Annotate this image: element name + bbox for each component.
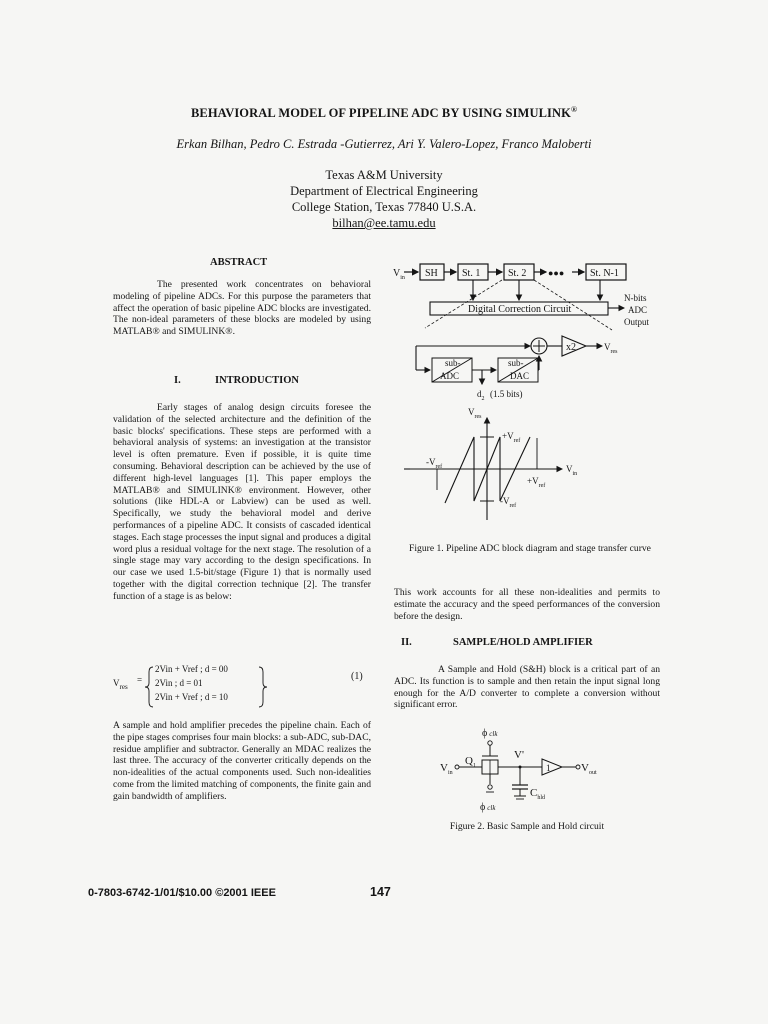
- copyright-line: 0-7803-6742-1/01/$10.00 ©2001 IEEE: [88, 887, 276, 899]
- section2-paragraph: A Sample and Hold (S&H) block is a critical part of an ADC. Its function is to sample and then retain the input signal long enough for the A/D converter to complete a conversion without significant error.: [394, 664, 660, 711]
- fig1-stage1-label: St. 1: [462, 268, 481, 279]
- fig1-plus-vref-top: $+V_{ref}$: [502, 431, 521, 444]
- fig1-sh-label: SH: [425, 268, 438, 279]
- fig1-subadc-label1: sub-: [445, 358, 461, 368]
- equation-1: [113, 664, 371, 710]
- fig1-subdac-label1: sub-: [508, 358, 524, 368]
- equation-row-2: 2Vin ; d = 01: [155, 678, 203, 688]
- fig1-axis-vres: $V_{res}$: [468, 407, 482, 420]
- fig1-dots: ●●●: [548, 268, 565, 278]
- fig2-buffer-label: 1: [546, 763, 551, 773]
- figure1-caption: Figure 1. Pipeline ADC block diagram and stage transfer curve: [409, 543, 651, 554]
- equation-row-3: 2Vin + Vref ; d = 10: [155, 692, 228, 702]
- abstract-heading: ABSTRACT: [210, 257, 268, 268]
- fig1-stagen-label: St. N-1: [590, 268, 619, 279]
- email-link[interactable]: bilhan@ee.tamu.edu: [332, 216, 436, 230]
- fig1-vres-label: $V_{res}$: [604, 342, 618, 355]
- department: Department of Electrical Engineering: [290, 184, 478, 198]
- section2-heading: SAMPLE/HOLD AMPLIFIER: [453, 637, 593, 648]
- figure2-caption: Figure 2. Basic Sample and Hold circuit: [449, 821, 605, 832]
- fig1-adc-label: ADC: [628, 305, 648, 315]
- fig2-vin-label: $V_{in}$: [440, 762, 453, 776]
- fig1-stage2-label: St. 2: [508, 268, 527, 279]
- fig1-subadc-label2: ADC: [440, 371, 460, 381]
- fig1-subdac-label2: DAC: [510, 371, 530, 381]
- intro-paragraph-2: A sample and hold amplifier precedes the pipeline chain. Each of the pipe stages comprises four main blocks: a sub-ADC, sub-DAC, residue amplifier and subtractor. Generally an MDAC realizes the last three. The accuracy of the converter critically depends on the non-idealities of the actual components used. Such non-idealities come from the limited matching of components, the finite gain and gain bandwidth of amplifiers.: [113, 720, 371, 802]
- fig1-minus-vref-bottom: $-V_{ref}$: [500, 496, 517, 509]
- fig2-chld-label: $C_{hld}$: [530, 787, 546, 801]
- figure1-diagram: [390, 258, 660, 533]
- equation-lhs: $V_{res}$: [113, 678, 128, 691]
- right-paragraph: This work accounts for all these non-idealities and permits to estimate the accuracy and the speed performances of the conversion before the design.: [394, 587, 660, 622]
- fig2-buffer: [542, 759, 562, 775]
- equation-number: (1): [351, 671, 363, 682]
- city: College Station, Texas 77840 U.S.A.: [291, 200, 477, 214]
- fig2-vout-label: $V_{out}$: [581, 762, 597, 776]
- figure2-diagram: [430, 724, 620, 816]
- page-number: 147: [370, 885, 391, 899]
- fig1-d2-label: $d_2$: [477, 389, 485, 402]
- author-list: Erkan Bilhan, Pedro C. Estrada -Gutierrez, Ari Y. Valero-Lopez, Franco Maloberti: [176, 137, 592, 151]
- fig1-x2-label: x2: [566, 342, 576, 353]
- fig1-axis-vin: $V_{in}$: [566, 464, 578, 477]
- university: Texas A&M University: [325, 168, 443, 182]
- fig1-d2-note: (1.5 bits): [490, 389, 523, 399]
- fig2-phi-bottom: ϕ clk: [480, 802, 496, 813]
- equation-braces: [113, 664, 371, 710]
- section1-number: I.: [174, 375, 181, 386]
- fig1-correction-label: Digital Correction Circuit: [468, 304, 572, 315]
- abstract-text: The presented work concentrates on behavioral modeling of pipeline ADCs. For this purpose the parameters that affect the operation of basic pipeline ADC blocks are investigated. The non-ideal parameters of these blocks are modeled by using MATLAB® and SIMULINK®.: [113, 279, 371, 338]
- affiliation: [0, 167, 768, 231]
- registered-mark: ®: [570, 105, 578, 114]
- fig1-nbits-label: N-bits: [624, 293, 647, 303]
- fig1-minus-vref-left: $-V_{ref}$: [426, 457, 443, 470]
- fig2-vprime-label: V': [514, 749, 524, 761]
- equation-equals: =: [137, 675, 143, 685]
- section1-heading: INTRODUCTION: [215, 375, 300, 386]
- fig1-vin-label: $V_{in}$: [393, 268, 405, 281]
- fig1-plus-vref-right: $+V_{ref}$: [527, 476, 546, 489]
- paper-title: BEHAVIORAL MODEL OF PIPELINE ADC BY USING SIMULINK®: [190, 105, 578, 121]
- intro-paragraph-1: Early stages of analog design circuits foresee the validation of the selected architecture and the definition of the basic blocks' specifications. These steps are performed with a behavioral analysis of systems: an investigation at the transistor level is often premature. Even if possible, it is quite time consuming. Behavioral description can be achieved by the use of different high-level languages [1]. This paper employs the MATLAB® and SIMULINK® environment. However, other solutions (like HDL-A or Labview) can be used as well. Specifically, we study the behavioral model and derive performances of a pipeline ADC. It consists of cascaded identical stages. Each stage processes the input signal and produces a digital word plus a residual voltage for the next stage. The resolution of a single stage may vary according to the design specifications. In our case we used 1.5-bit/stage (Figure 1) that is normally used together with the digital correction technique [2]. The transfer function of a stage is as below:: [113, 402, 371, 602]
- fig1-output-label: Output: [624, 317, 650, 327]
- fig2-q1-label: $Q_1$: [465, 755, 476, 769]
- fig2-phi-top: ϕ clk: [482, 728, 498, 739]
- section2-number: II.: [401, 637, 412, 648]
- equation-row-1: 2Vin + Vref ; d = 00: [155, 664, 228, 674]
